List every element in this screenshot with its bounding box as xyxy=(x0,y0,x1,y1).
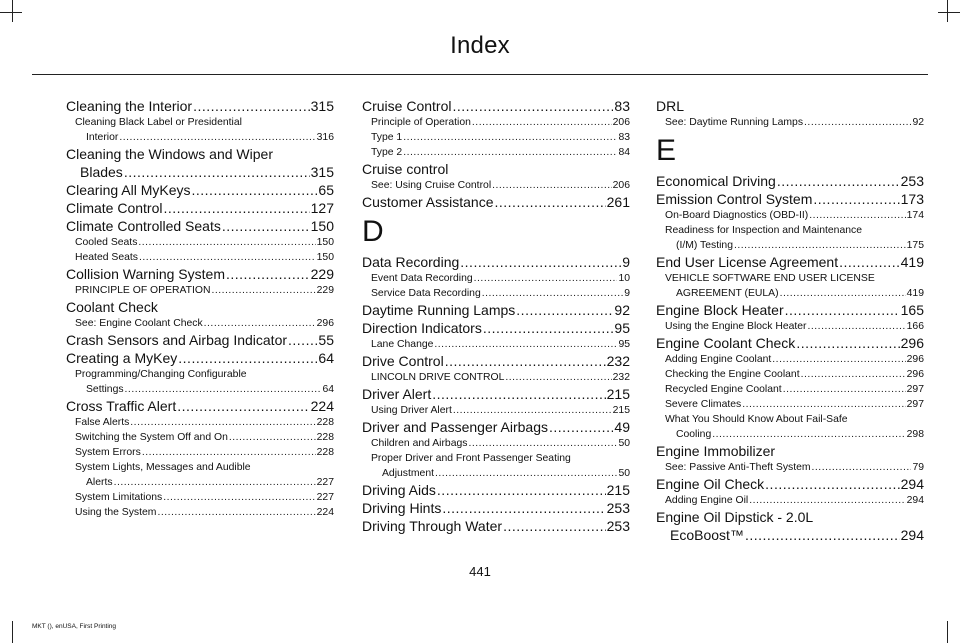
index-entry xyxy=(362,517,630,535)
page-reference: 165 xyxy=(900,302,924,318)
entry-label: Using Driver Alert xyxy=(371,405,452,416)
entry-label: Engine Immobilizer xyxy=(656,443,776,459)
page-reference: 316 xyxy=(316,132,334,143)
dot-leader xyxy=(226,265,310,283)
crop-mark-top-right-vertical xyxy=(947,0,948,22)
page-reference: 253 xyxy=(900,173,924,189)
dot-leader xyxy=(734,238,906,253)
page-reference: 55 xyxy=(318,332,334,348)
entry-label: Emission Control System xyxy=(656,191,813,207)
entry-label: Direction Indicators xyxy=(362,320,482,336)
index-entry xyxy=(362,499,630,517)
dot-leader xyxy=(796,334,899,352)
entry-label: Cruise Control xyxy=(362,98,452,114)
entry-label: Driver and Passenger Airbags xyxy=(362,419,548,435)
dot-leader xyxy=(772,352,905,367)
index-subentry xyxy=(656,271,924,286)
crop-mark-top-left-horizontal xyxy=(0,12,22,13)
page-reference: 224 xyxy=(316,507,334,518)
entry-label: Climate Control xyxy=(66,200,163,216)
dot-leader xyxy=(492,178,612,193)
dot-leader xyxy=(222,217,310,235)
entry-label: Severe Climates xyxy=(665,399,742,410)
entry-label: Cooled Seats xyxy=(75,237,138,248)
index-subentry xyxy=(362,115,630,130)
page-reference: 215 xyxy=(606,482,630,498)
index-subentry xyxy=(362,130,630,145)
page-reference: 228 xyxy=(316,432,334,443)
entry-label: Engine Coolant Check xyxy=(656,335,796,351)
index-subentry xyxy=(362,436,630,451)
entry-label: Using the Engine Block Heater xyxy=(665,321,807,332)
index-entry xyxy=(362,319,630,337)
index-subentry xyxy=(656,208,924,223)
index-subentry xyxy=(656,412,924,427)
page-reference: 229 xyxy=(310,266,334,282)
index-subentry xyxy=(362,451,630,466)
page-number: 441 xyxy=(469,564,491,579)
page-reference: 294 xyxy=(900,527,924,543)
entry-label: Programming/Changing Configurable xyxy=(75,369,247,380)
entry-label: Cleaning the Interior xyxy=(66,98,193,114)
index-subentry xyxy=(656,223,924,238)
page-reference: 49 xyxy=(614,419,630,435)
entry-label: See: Engine Coolant Check xyxy=(75,318,203,329)
index-entry xyxy=(66,145,334,163)
dot-leader xyxy=(288,331,317,349)
dot-leader xyxy=(460,253,621,271)
index-subentry xyxy=(66,430,334,445)
dot-leader xyxy=(785,301,900,319)
index-entry xyxy=(362,160,630,178)
index-subentry xyxy=(66,115,334,130)
page-reference: 166 xyxy=(906,321,924,332)
dot-leader xyxy=(229,430,316,445)
page-reference: 92 xyxy=(614,302,630,318)
entry-label: Cruise control xyxy=(362,161,449,177)
dot-leader xyxy=(839,253,900,271)
page-reference: 92 xyxy=(912,117,924,128)
page-reference: 297 xyxy=(906,384,924,395)
entry-label: Driving Aids xyxy=(362,482,436,498)
page-reference: 64 xyxy=(318,350,334,366)
page-reference: 232 xyxy=(612,372,630,383)
entry-label: See: Passive Anti-Theft System xyxy=(665,462,811,473)
index-subentry xyxy=(362,337,630,352)
dot-leader xyxy=(434,337,617,352)
dot-leader xyxy=(192,181,318,199)
page-reference: 84 xyxy=(618,147,630,158)
dot-leader xyxy=(178,349,317,367)
page-reference: 65 xyxy=(318,182,334,198)
index-entry xyxy=(66,199,334,217)
entry-label: Driver Alert xyxy=(362,386,432,402)
page-reference: 296 xyxy=(316,318,334,329)
dot-leader xyxy=(780,286,906,301)
page-reference: 315 xyxy=(310,164,334,180)
dot-leader xyxy=(505,370,611,385)
dot-leader xyxy=(503,517,606,535)
index-entry xyxy=(656,508,924,526)
page-reference: 298 xyxy=(906,429,924,440)
page-reference: 296 xyxy=(900,335,924,351)
entry-label: EcoBoost™ xyxy=(670,527,744,543)
index-subentry xyxy=(656,382,924,397)
entry-label: Using the System xyxy=(75,507,157,518)
index-entry xyxy=(656,253,924,271)
entry-label: False Alerts xyxy=(75,417,130,428)
entry-label: Crash Sensors and Airbag Indicator xyxy=(66,332,288,348)
entry-label: See: Daytime Running Lamps xyxy=(665,117,804,128)
entry-label: (I/M) Testing xyxy=(676,240,733,251)
index-subentry xyxy=(66,445,334,460)
page-reference: 50 xyxy=(618,438,630,449)
page-reference: 294 xyxy=(900,476,924,492)
page-reference: 206 xyxy=(612,117,630,128)
dot-leader xyxy=(193,97,310,115)
index-subentry xyxy=(66,490,334,505)
entry-label: Type 2 xyxy=(371,147,403,158)
page-reference: 227 xyxy=(316,477,334,488)
index-entry xyxy=(656,526,924,544)
dot-leader xyxy=(813,190,899,208)
entry-label: Recycled Engine Coolant xyxy=(665,384,782,395)
dot-leader xyxy=(712,427,905,442)
dot-leader xyxy=(804,115,911,130)
dot-leader xyxy=(432,385,605,403)
index-entry xyxy=(362,481,630,499)
entry-label: End User License Agreement xyxy=(656,254,839,270)
index-subentry xyxy=(656,115,924,130)
dot-leader xyxy=(139,250,316,265)
dot-leader xyxy=(403,130,617,145)
index-entry xyxy=(362,301,630,319)
index-entry xyxy=(656,97,924,115)
entry-label: Driving Through Water xyxy=(362,518,503,534)
index-entry xyxy=(66,217,334,235)
dot-leader xyxy=(549,418,613,436)
index-subentry xyxy=(362,178,630,193)
entry-label: Cross Traffic Alert xyxy=(66,398,177,414)
page-reference: 229 xyxy=(316,285,334,296)
page-reference: 227 xyxy=(316,492,334,503)
entry-label: Cleaning Black Label or Presidential xyxy=(75,117,242,128)
dot-leader xyxy=(453,403,612,418)
index-entry xyxy=(66,97,334,115)
index-entry xyxy=(362,193,630,211)
entry-label: DRL xyxy=(656,98,685,114)
dot-leader xyxy=(211,283,315,298)
entry-label: Heated Seats xyxy=(75,252,138,263)
index-subentry xyxy=(66,130,334,145)
print-footer: MKT (), enUSA, First Printing xyxy=(32,623,117,630)
entry-label: Cooling xyxy=(676,429,712,440)
index-subentry xyxy=(66,316,334,331)
crop-mark-bottom-left-vertical xyxy=(12,621,13,643)
entry-label: Adding Engine Oil xyxy=(665,495,749,506)
page-reference: 95 xyxy=(614,320,630,336)
crop-mark-top-right-horizontal xyxy=(938,12,960,13)
dot-leader xyxy=(468,436,617,451)
entry-label: Daytime Running Lamps xyxy=(362,302,516,318)
entry-label: AGREEMENT (EULA) xyxy=(676,288,779,299)
index-entry xyxy=(656,334,924,352)
entry-label: Settings xyxy=(86,384,124,395)
index-subentry xyxy=(656,352,924,367)
page-reference: 315 xyxy=(310,98,334,114)
index-entry xyxy=(66,397,334,415)
page-reference: 206 xyxy=(612,180,630,191)
crop-mark-top-left-vertical xyxy=(12,0,13,22)
entry-label: What You Should Know About Fail-Safe xyxy=(665,414,848,425)
page-reference: 150 xyxy=(316,237,334,248)
dot-leader xyxy=(801,367,906,382)
dot-leader xyxy=(516,301,613,319)
entry-label: System Errors xyxy=(75,447,141,458)
index-subentry xyxy=(66,382,334,397)
index-entry xyxy=(362,97,630,115)
page-reference: 253 xyxy=(606,518,630,534)
dot-leader xyxy=(437,481,606,499)
entry-label: Event Data Recording xyxy=(371,273,473,284)
index-subentry xyxy=(66,505,334,520)
dot-leader xyxy=(403,145,617,160)
dot-leader xyxy=(163,199,309,217)
page-reference: 294 xyxy=(906,495,924,506)
index-entry xyxy=(66,298,334,316)
page-reference: 297 xyxy=(906,399,924,410)
page-reference: 215 xyxy=(612,405,630,416)
index-subentry xyxy=(362,271,630,286)
index-subentry xyxy=(66,415,334,430)
entry-label: Engine Oil Dipstick - 2.0L xyxy=(656,509,814,525)
entry-label: Engine Oil Check xyxy=(656,476,765,492)
index-entry xyxy=(362,253,630,271)
index-entry xyxy=(656,301,924,319)
index-subentry xyxy=(362,145,630,160)
index-subentry xyxy=(66,460,334,475)
dot-leader xyxy=(812,460,912,475)
page-title: Index xyxy=(450,32,510,59)
entry-label: Clearing All MyKeys xyxy=(66,182,191,198)
page-reference: 83 xyxy=(618,132,630,143)
page-reference: 9 xyxy=(622,254,630,270)
index-subentry xyxy=(656,238,924,253)
page-reference: 50 xyxy=(618,468,630,479)
entry-label: Cleaning the Windows and Wiper xyxy=(66,146,273,162)
page-reference: 419 xyxy=(906,288,924,299)
index-column-1 xyxy=(66,97,334,520)
page-reference: 228 xyxy=(316,447,334,458)
dot-leader xyxy=(130,415,315,430)
index-entry xyxy=(656,172,924,190)
entry-label: VEHICLE SOFTWARE END USER LICENSE xyxy=(665,273,875,284)
index-subentry xyxy=(656,397,924,412)
page-reference: 10 xyxy=(618,273,630,284)
dot-leader xyxy=(745,526,900,544)
index-subentry xyxy=(656,367,924,382)
page-reference: 232 xyxy=(606,353,630,369)
dot-leader xyxy=(483,319,614,337)
index-subentry xyxy=(656,319,924,334)
dot-leader xyxy=(445,352,606,370)
page-reference: 64 xyxy=(322,384,334,395)
dot-leader xyxy=(765,475,899,493)
entry-label: Coolant Check xyxy=(66,299,158,315)
index-entry xyxy=(66,163,334,181)
header-rule xyxy=(32,74,928,75)
index-subentry xyxy=(362,466,630,481)
entry-label: Adding Engine Coolant xyxy=(665,354,772,365)
entry-label: Checking the Engine Coolant xyxy=(665,369,800,380)
page-reference: 296 xyxy=(906,354,924,365)
dot-leader xyxy=(125,382,322,397)
dot-leader xyxy=(749,493,905,508)
index-subentry xyxy=(656,427,924,442)
entry-label: PRINCIPLE OF OPERATION xyxy=(75,285,211,296)
page-reference: 79 xyxy=(912,462,924,473)
page-reference: 173 xyxy=(900,191,924,207)
index-entry xyxy=(362,352,630,370)
page-reference: 150 xyxy=(310,218,334,234)
index-entry xyxy=(66,349,334,367)
dot-leader xyxy=(142,445,316,460)
index-subentry xyxy=(66,283,334,298)
page-reference: 215 xyxy=(606,386,630,402)
page-reference: 253 xyxy=(606,500,630,516)
entry-label: Proper Driver and Front Passenger Seating xyxy=(371,453,571,464)
dot-leader xyxy=(138,235,315,250)
dot-leader xyxy=(442,499,605,517)
page-reference: 296 xyxy=(906,369,924,380)
entry-label: Driving Hints xyxy=(362,500,442,516)
entry-label: Readiness for Inspection and Maintenance xyxy=(665,225,862,236)
entry-label: Creating a MyKey xyxy=(66,350,178,366)
index-entry xyxy=(362,418,630,436)
dot-leader xyxy=(474,271,618,286)
entry-label: System Lights, Messages and Audible xyxy=(75,462,251,473)
entry-label: Data Recording xyxy=(362,254,460,270)
dot-leader xyxy=(435,466,617,481)
entry-label: Children and Airbags xyxy=(371,438,468,449)
page-reference: 228 xyxy=(316,417,334,428)
entry-label: Engine Block Heater xyxy=(656,302,784,318)
index-subentry xyxy=(362,286,630,301)
entry-label: Customer Assistance xyxy=(362,194,494,210)
entry-label: Drive Control xyxy=(362,353,444,369)
entry-label: On-Board Diagnostics (OBD-II) xyxy=(665,210,809,221)
dot-leader xyxy=(495,193,606,211)
dot-leader xyxy=(124,163,310,181)
dot-leader xyxy=(204,316,316,331)
index-subentry xyxy=(656,460,924,475)
index-entry xyxy=(656,475,924,493)
entry-label: Blades xyxy=(80,164,123,180)
page-reference: 261 xyxy=(606,194,630,210)
page-reference: 83 xyxy=(614,98,630,114)
index-entry xyxy=(66,181,334,199)
page-reference: 175 xyxy=(906,240,924,251)
index-subentry xyxy=(362,403,630,418)
dot-leader xyxy=(482,286,623,301)
section-letter: D xyxy=(362,215,384,248)
section-letter: E xyxy=(656,134,677,167)
dot-leader xyxy=(742,397,905,412)
entry-label: Type 1 xyxy=(371,132,403,143)
entry-label: Alerts xyxy=(86,477,113,488)
dot-leader xyxy=(777,172,900,190)
dot-leader xyxy=(783,382,906,397)
entry-label: Switching the System Off and On xyxy=(75,432,228,443)
entry-label: See: Using Cruise Control xyxy=(371,180,492,191)
dot-leader xyxy=(452,97,613,115)
entry-label: Adjustment xyxy=(382,468,434,479)
index-subentry xyxy=(656,493,924,508)
page-reference: 9 xyxy=(624,288,630,299)
dot-leader xyxy=(472,115,612,130)
entry-label: Collision Warning System xyxy=(66,266,225,282)
index-column-3 xyxy=(656,97,924,544)
index-subentry xyxy=(66,367,334,382)
page-reference: 174 xyxy=(906,210,924,221)
page-reference: 224 xyxy=(310,398,334,414)
dot-leader xyxy=(177,397,309,415)
index-column-2 xyxy=(362,97,630,535)
index-subentry xyxy=(66,250,334,265)
dot-leader xyxy=(809,208,905,223)
entry-label: System Limitations xyxy=(75,492,163,503)
index-subentry xyxy=(362,370,630,385)
dot-leader xyxy=(808,319,906,334)
entry-label: Economical Driving xyxy=(656,173,776,189)
entry-label: Interior xyxy=(86,132,119,143)
dot-leader xyxy=(163,490,315,505)
index-entry xyxy=(66,265,334,283)
index-subentry xyxy=(66,475,334,490)
entry-label: LINCOLN DRIVE CONTROL xyxy=(371,372,505,383)
dot-leader xyxy=(157,505,315,520)
entry-label: Service Data Recording xyxy=(371,288,481,299)
entry-label: Principle of Operation xyxy=(371,117,471,128)
index-subentry xyxy=(66,235,334,250)
page-reference: 419 xyxy=(900,254,924,270)
dot-leader xyxy=(119,130,315,145)
index-entry xyxy=(66,331,334,349)
crop-mark-bottom-right-vertical xyxy=(947,621,948,643)
index-subentry xyxy=(656,286,924,301)
index-entry xyxy=(656,442,924,460)
index-entry xyxy=(362,385,630,403)
page-reference: 95 xyxy=(618,339,630,350)
dot-leader xyxy=(114,475,316,490)
entry-label: Climate Controlled Seats xyxy=(66,218,221,234)
page-reference: 150 xyxy=(316,252,334,263)
entry-label: Lane Change xyxy=(371,339,434,350)
index-entry xyxy=(656,190,924,208)
page-reference: 127 xyxy=(310,200,334,216)
